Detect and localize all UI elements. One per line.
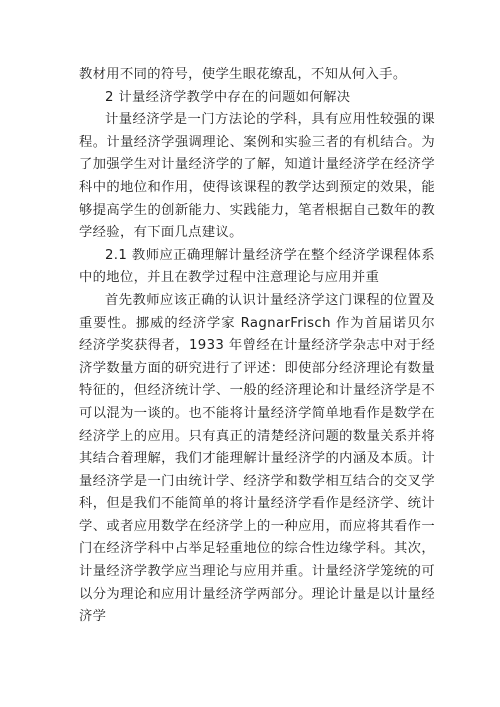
paragraph-continuation: 教材用不同的符号，使学生眼花缭乱，不知从何入手。 <box>79 67 407 82</box>
paragraph-body: 首先教师应该正确的认识计量经济学这门课程的位置及重要性。挪威的经济学家 RagnarFrisch 作为首届诺贝尔经济学奖获得者，1933 年曾经在计量经济学杂志中对于经济学数量方面的研究进行了评述：即使部分经济理论有数量特征的，但经济统计学、一般的经济理论和计量经济学是不可以混为一谈的。也不能将计量经济学简单地看作是数学在经济学上的应用。只有真正的清楚经济问题的数量关系并将其结合着理解，我们才能理解计量经济学的内涵及本质。计量经济学是一门由统计学、经济学和数学相互结合的交叉学科，但是我们不能简单的将计量经济学看作是经济学、统计学、或者应用数学在经济学上的一种应用，而应将其看作一门在经济学科中占举足轻重地位的综合性边缘学科。其次，计量经济学教学应当理论与应用并重。计量经济学笼统的可以分为理论和应用计量经济学两部分。理论计量是以计量经济学 <box>79 292 435 625</box>
document-body <box>79 64 435 629</box>
subsection-heading-2-1: 2.1 教师应正确理解计量经济学在整个经济学课程体系中的地位，并且在教学过程中注意理论与应用并重 <box>79 247 435 286</box>
section-heading-2: 2 计量经济学教学中存在的问题如何解决 <box>105 89 351 105</box>
paragraph-intro: 计量经济学是一门方法论的学科，具有应用性较强的课程。计量经济学强调理论、案例和实验三者的有机结合。为了加强学生对计量经济学的了解，知道计量经济学在经济学科中的地位和作用，使得该课程的教学达到预定的效果，能够提高学生的创新能力、实践能力，笔者根据自己数年的教学经验，有下面几点建议。 <box>79 112 435 241</box>
